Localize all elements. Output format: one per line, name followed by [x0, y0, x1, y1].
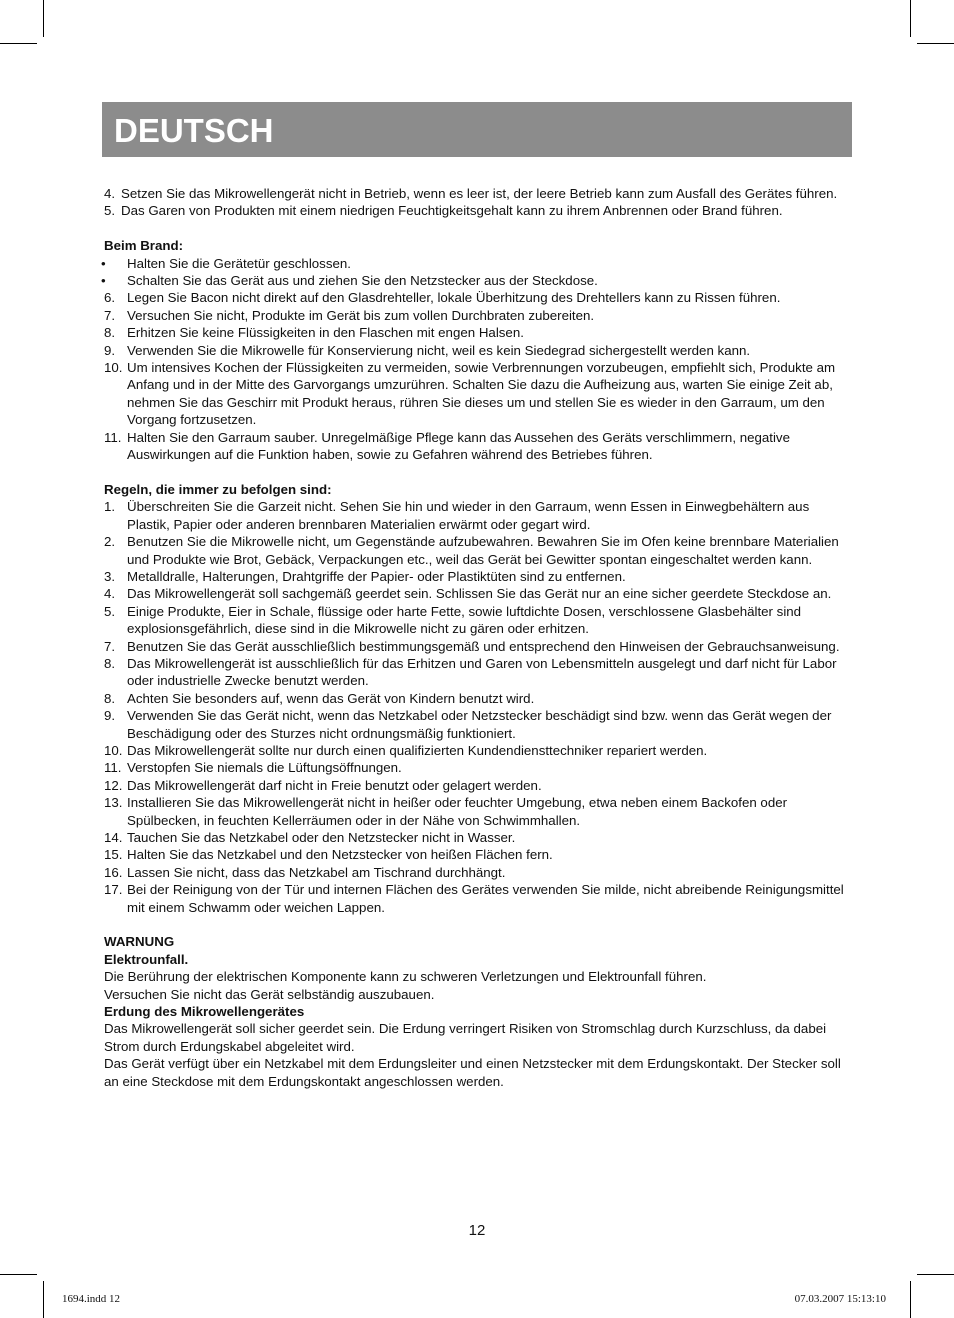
list-item-text: Bei der Reinigung von der Tür und internen Flächen des Gerätes verwenden Sie milde, nicht abreibende Reinigungsmittel mit einem Schwamm oder weichen Lappen. [127, 882, 844, 915]
list-number: 6. [104, 290, 116, 306]
list-number: 10. [104, 360, 123, 376]
electric-heading: Elektrounfall. [104, 951, 189, 967]
bullet: • [101, 273, 106, 289]
grounding-heading: Erdung des Mikrowellengerätes [104, 1004, 305, 1020]
list-item [104, 289, 852, 306]
list-number: 10. [104, 742, 123, 758]
list-item-text: Verwenden Sie das Gerät nicht, wenn das Netzkabel oder Netzstecker beschädigt sind bzw. wenn das Gerät wegen der Beschädigung oder des Sturzes nicht ordnungsmäßig funktioniert. [127, 708, 832, 741]
list-item-text: Setzen Sie das Mikrowellengerät nicht in Betrieb, wenn es leer ist, der leere Betrieb kann zum Ausfall des Gerätes führen. [121, 186, 838, 201]
print-slug-date: 07.03.2007 15:13:10 [794, 1293, 886, 1305]
grounding-paragraph: Das Gerät verfügt über ein Netzkabel mit dem Erdungsleiter und einen Netzstecker mit dem Erdungskontakt. Der Stecker soll an eine Steckdose mit dem Erdungskontakt angeschlossen werden. [104, 1056, 841, 1089]
list-item-text: Erhitzen Sie keine Flüssigkeiten in den Flaschen mit engen Halsen. [127, 325, 524, 341]
list-item-text: Das Garen von Produkten mit einem niedrigen Feuchtigkeitsgehalt kann zu ihrem Anbrennen oder Brand führen. [121, 203, 783, 219]
list-number: 1. [104, 499, 116, 515]
list-number: 4. [104, 586, 116, 602]
list-item [104, 655, 852, 690]
list-number: 3. [104, 568, 116, 584]
document-body [101, 185, 852, 1090]
list-item-text: Installieren Sie das Mikrowellengerät nicht in heißer oder feuchter Umgebung, etwa neben einem Backofen oder Spülbecken, in feuchten Kellerräumen oder in der Nähe von Schwimmhallen. [127, 795, 788, 828]
list-item [104, 568, 852, 585]
list-number: 5. [104, 203, 116, 219]
list-number: 9. [104, 708, 116, 724]
list-item-text: Einige Produkte, Eier in Schale, flüssige oder harte Fette, sowie luftdichte Dosen, verschlossene Glasbehälter sind explosionsgefährlich, diese sind in die Mikrowelle nicht zu gären oder erhitzen. [127, 603, 802, 637]
print-slug-file: 1694.indd 12 [62, 1293, 121, 1305]
list-item-text: Legen Sie Bacon nicht direkt auf den Glasdrehteller, lokale Überhitzung des Drehtellers kann zu Rissen führen. [127, 290, 781, 306]
list-item [104, 324, 852, 341]
warning-heading: WARNUNG [104, 934, 175, 950]
list-item [104, 707, 852, 742]
list-number: 2. [104, 534, 116, 550]
list-item [104, 759, 852, 776]
list-item-text: Das Mikrowellengerät darf nicht in Freie benutzt oder gelagert werden. [127, 777, 542, 793]
list-item [104, 794, 852, 829]
list-item [104, 342, 852, 359]
list-item-text: Verstopfen Sie niemals die Lüftungsöffnungen. [127, 760, 402, 776]
crop-mark [910, 1281, 911, 1318]
list-item [104, 202, 852, 219]
list-number: 16. [104, 864, 123, 880]
fire-heading: Beim Brand: [104, 238, 184, 254]
list-number: 5. [104, 603, 116, 619]
list-item [104, 359, 852, 429]
crop-mark [0, 43, 37, 44]
crop-mark [43, 1281, 44, 1318]
list-item-text: Schalten Sie das Gerät aus und ziehen Sie den Netzstecker aus der Steckdose. [127, 273, 598, 289]
list-number: 15. [104, 847, 123, 863]
list-number: 11. [104, 429, 122, 445]
crop-mark [917, 1274, 954, 1275]
list-item-text: Halten Sie die Gerätetür geschlossen. [127, 255, 351, 271]
list-item [104, 498, 852, 533]
list-item-text: Achten Sie besonders auf, wenn das Gerät von Kindern benutzt wird. [127, 690, 535, 706]
list-item [104, 777, 852, 794]
list-number: 7. [104, 638, 116, 654]
list-item-text: Lassen Sie nicht, dass das Netzkabel am Tischrand durchhängt. [127, 864, 506, 880]
page-title: DEUTSCH [114, 112, 274, 149]
warning-paragraph: Versuchen Sie nicht das Gerät selbständig auszubauen. [104, 986, 435, 1002]
list-item [104, 429, 852, 464]
list-number: 7. [104, 307, 116, 323]
list-item [104, 603, 852, 638]
list-item-text: Das Mikrowellengerät soll sachgemäß geerdet sein. Schlissen Sie das Gerät nur an eine sicher geerdete Steckdose an. [127, 586, 832, 602]
crop-mark [43, 0, 44, 37]
list-number: 8. [104, 690, 116, 706]
list-item [104, 585, 852, 602]
list-item-text: Das Mikrowellengerät sollte nur durch einen qualifizierten Kundendiensttechniker repariert werden. [127, 742, 708, 758]
list-fire [101, 255, 852, 464]
list-number: 11. [104, 760, 122, 776]
list-item [101, 272, 852, 289]
list-item [104, 742, 852, 759]
list-item-text: Verwenden Sie die Mikrowelle für Konservierung nicht, weil es kein Siedegrad sichergestellt werden kann. [127, 342, 751, 358]
list-number: 13. [104, 795, 123, 811]
list-item [104, 533, 852, 568]
list-item-text: Halten Sie das Netzkabel und den Netzstecker von heißen Flächen fern. [127, 847, 553, 863]
list-item-text: Halten Sie den Garraum sauber. Unregelmäßige Pflege kann das Aussehen des Geräts verschlimmern, negative Auswirkungen auf die Funktion haben, sowie zu Gefahren während des Betriebes führen. [127, 429, 790, 463]
list-rules [104, 498, 852, 916]
rules-heading: Regeln, die immer zu befolgen sind: [104, 481, 332, 497]
page-number: 12 [468, 1222, 486, 1239]
list-item-text: Das Mikrowellengerät ist ausschließlich für das Erhitzen und Garen von Lebensmitteln ausgelegt und darf nicht für Labor oder industrielle Zwecke benutzt werden. [127, 655, 837, 689]
crop-mark [910, 0, 911, 37]
list-item [104, 185, 852, 202]
list-number: 9. [104, 342, 116, 358]
list-item [101, 255, 852, 272]
header-bar [102, 102, 852, 157]
list-item [104, 638, 852, 655]
bullet: • [101, 255, 106, 271]
list-item [104, 829, 852, 846]
list-item [104, 864, 852, 881]
crop-mark [917, 43, 954, 44]
crop-mark [0, 1274, 37, 1275]
list-number: 8. [104, 655, 116, 671]
list-item-text: Tauchen Sie das Netzkabel oder den Netzstecker nicht in Wasser. [127, 830, 516, 845]
list-number: 4. [104, 186, 116, 201]
grounding-paragraph: Das Mikrowellengerät soll sicher geerdet sein. Die Erdung verringert Risiken von Stromschlag durch Kurzschluss, da dabei Strom durch Erdungskabel abgeleitet wird. [104, 1021, 827, 1054]
list-item-text: Metalldralle, Halterungen, Drahtgriffe der Papier- oder Plastiktüten sind zu entfernen. [127, 568, 626, 584]
list-number: 17. [104, 882, 123, 898]
list-a [104, 185, 852, 220]
list-number: 14. [104, 830, 123, 845]
list-item-text: Überschreiten Sie die Garzeit nicht. Sehen Sie hin und wieder in den Garraum, wenn Essen in Einwegbehältern aus Plastik, Papier oder anderen brennbaren Materialien erwärmt oder gegart wird. [127, 499, 810, 532]
list-item [104, 307, 852, 324]
list-item-text: Versuchen Sie nicht, Produkte im Gerät bis zum vollen Durchbraten zubereiten. [127, 307, 595, 323]
list-number: 12. [104, 777, 123, 793]
warning-paragraph: Die Berührung der elektrischen Komponente kann zu schweren Verletzungen und Elektrounfall führen. [104, 969, 707, 985]
list-item [104, 690, 852, 707]
list-item [104, 846, 852, 863]
list-item-text: Benutzen Sie das Gerät ausschließlich bestimmungsgemäß und entsprechend den Hinweisen der Gebrauchsanweisung. [127, 638, 840, 654]
list-number: 8. [104, 325, 116, 341]
list-item-text: Um intensives Kochen der Flüssigkeiten zu vermeiden, sowie Verbrennungen vorzubeugen, empfiehlt sich, Produkte am Anfang und in der Mitte des Garvorgangs umzurühren. Schalten Sie dazu die Aufheizung aus, warten Sie einige Zeit ab, nehmen Sie das Geschirr mit Produkt heraus, rühren Sie dieses um und stellen Sie es wieder in den Garraum, um den Vorgang fortzusetzen. [127, 360, 836, 428]
list-item-text: Benutzen Sie die Mikrowelle nicht, um Gegenstände aufzubewahren. Bewahren Sie im Ofen keine brennbare Materialien und Produkte wie Brot, Gebäck, Verpackungen etc., weil das Gerät bei Gewitter spontan eingeschaltet werden kann. [127, 534, 839, 567]
list-item [104, 881, 852, 916]
